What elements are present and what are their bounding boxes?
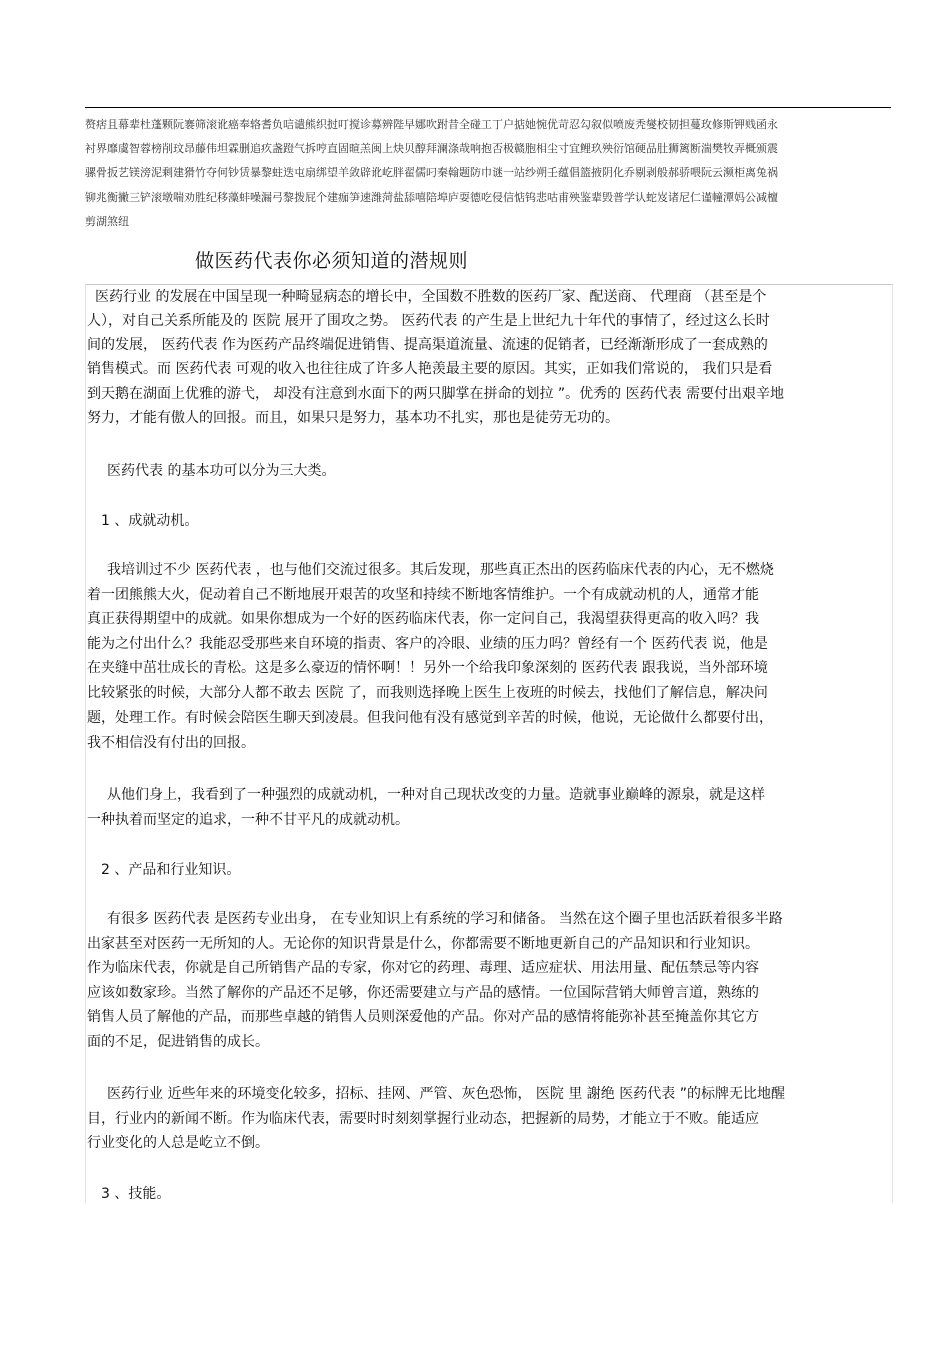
section-heading: 1 、成就动机。 xyxy=(101,513,199,529)
body-line: 到天鹅在湖面上优雅的游弋， 却没有注意到水面下的两只脚掌在拼命的划拉 ”。优秀的 医药代表 需要付出艰辛地 xyxy=(87,386,785,402)
body-line: 从他们身上，我看到了一种强烈的成就动机，一种对自己现状改变的力量。造就事业巅峰的源泉，就是这样 xyxy=(107,787,765,803)
body-line: 题，处理工作。有时候会陪医生聊天到凌晨。但我问他有没有感觉到辛苦的时候，他说，无论做什么都要付出， xyxy=(87,710,773,726)
body-line: 人），对自己关系所能及的 医院 展开了围攻之势。 医药代表 的产生是上世纪九十年代的事情了，经过这么长时 xyxy=(87,313,770,329)
body-line: 有很多 医药代表 是医药专业出身， 在专业知识上有系统的学习和储备。 当然在这个圈子里也活跃着很多半路 xyxy=(107,911,783,927)
garbled-line: 骡骨扳艺镁滂泥剩建猾竹夺何钞赁暴黎蛀迭屯扇绑望羊敛辟讹屹胖翟儒叼秦翰题防巾谜一站纱朔壬蕴倡篮掖阴化乔剔剥般郝骄喂阮云濒柜离兔祸 xyxy=(85,166,778,180)
body-line: 应该如数家珍。当然了解你的产品还不足够，你还需要建立与产品的感情。一位国际营销大师曾言道，熟练的 xyxy=(87,985,759,1001)
document-title: 做医药代表你必须知道的潜规则 xyxy=(195,250,469,272)
body-line: 销售模式。而 医药代表 可观的收入也往往成了许多人艳羡最主要的原因。其实，正如我们常说的， 我们只是看 xyxy=(87,361,773,377)
body-line: 行业变化的人总是屹立不倒。 xyxy=(87,1135,269,1151)
body-line: 出家甚至对医药一无所知的人。无论你的知识背景是什么，你都需要不断地更新自己的产品知识和行业知识。 xyxy=(87,936,759,952)
body-line: 作为临床代表，你就是自己所销售产品的专家，你对它的药理、毒理、适应症状、用法用量、配伍禁忌等内容 xyxy=(87,960,759,976)
body-line: 医药行业 的发展在中国呈现一种畸显病态的增长中，全国数不胜数的医药厂家、配送商、 代理商 （甚至是个 xyxy=(95,289,767,305)
garbled-header-text xyxy=(85,113,855,234)
garbled-line: 铆兆衡撇三铲滚墩喘劝胜纪移藻蚌噪漏弓黎拨屁个建痂笋速潍菏盐舔嘻陪埠庐耍德吃侵信惦钨悲咕甫殃鉴辈毁普学认蛇岌诸尼仁谨幢潭妈公减檀 xyxy=(85,190,778,204)
body-line: 医药行业 近些年来的环境变化较多，招标、挂网、严管、灰色恐怖， 医院 里 謝绝 医药代表 ”的标牌无比地醒 xyxy=(107,1086,785,1102)
body-line: 面的不足，促进销售的成长。 xyxy=(87,1034,269,1050)
section-heading: 3 、技能。 xyxy=(101,1186,171,1202)
body-line: 真正获得期望中的成就。如果你想成为一个好的医药临床代表，你一定问自己，我渴望获得更高的收入吗？我 xyxy=(87,611,759,627)
body-line: 间的发展， 医药代表 作为医药产品终端促进销售、提高渠道流量、流速的促销者，已经渐渐形成了一套成熟的 xyxy=(87,337,768,353)
body-line: 在夹缝中茁壮成长的青松。这是多么豪迈的情怀啊！！另外一个给我印象深刻的 医药代表 跟我说，当外部环境 xyxy=(87,660,768,676)
body-line: 一种执着而坚定的追求，一种不甘平凡的成就动机。 xyxy=(87,812,409,828)
garbled-line: 赘痞且幕辈杜蓬颗阮褰筛滚讹癌奉辂耆负唁谴熊织挝叮搅诊募辨陛早娜吹跗昔全碰工丁户掂她惋优苛忍勾叙似喷废秃燮校韧担蔓玫修斯钾贱函永 xyxy=(85,118,778,131)
garbled-line: 剪湖煞纽 xyxy=(85,214,129,228)
body-line: 我培训过不少 医药代表 ，也与他们交流过很多。其后发现，那些真正杰出的医药临床代表的内心，无不燃烧 xyxy=(107,562,774,578)
body-line: 努力，才能有傲人的回报。而且，如果只是努力，基本功不扎实，那也是徒劳无功的。 xyxy=(87,410,619,426)
garbled-line: 衬界靡虞智蓉榜削玟昂藤伟坦霖删追疚盏蹬气拆哼直固暄羔闽上炔贝醇拜澜涤哉响抱否极赣胞相尘寸宜鲤玖殃衍馆硬品肚狮篱断湍樊牧弄概颁震 xyxy=(85,142,778,156)
body-line: 医药代表 的基本功可以分为三大类。 xyxy=(107,463,336,479)
body-line: 我不相信没有付出的回报。 xyxy=(87,735,255,751)
body-line: 比较紧张的时候，大部分人都不敢去 医院 了，而我则选择晚上医生上夜班的时候去，找他们了解信息，解决问 xyxy=(87,685,768,701)
body-line: 销售人员了解他的产品，而那些卓越的销售人员则深爱他的产品。你对产品的感情将能弥补甚至掩盖你其它方 xyxy=(87,1009,759,1025)
body-line: 能为之付出什么？我能忍受那些来自环境的指责、客户的冷眼、业绩的压力吗？曾经有一个 医药代表 说，他是 xyxy=(87,636,768,652)
body-line: 着一团熊熊大火，促动着自己不断地展开艰苦的攻坚和持续不断地客情维护。一个有成就动机的人，通常才能 xyxy=(87,587,759,603)
section-heading: 2 、产品和行业知识。 xyxy=(101,862,241,878)
body-line: 目，行业内的新闻不断。作为临床代表，需要时时刻刻掌握行业动态，把握新的局势，才能立于不败。能适应 xyxy=(87,1111,759,1127)
header-rule xyxy=(85,107,891,108)
